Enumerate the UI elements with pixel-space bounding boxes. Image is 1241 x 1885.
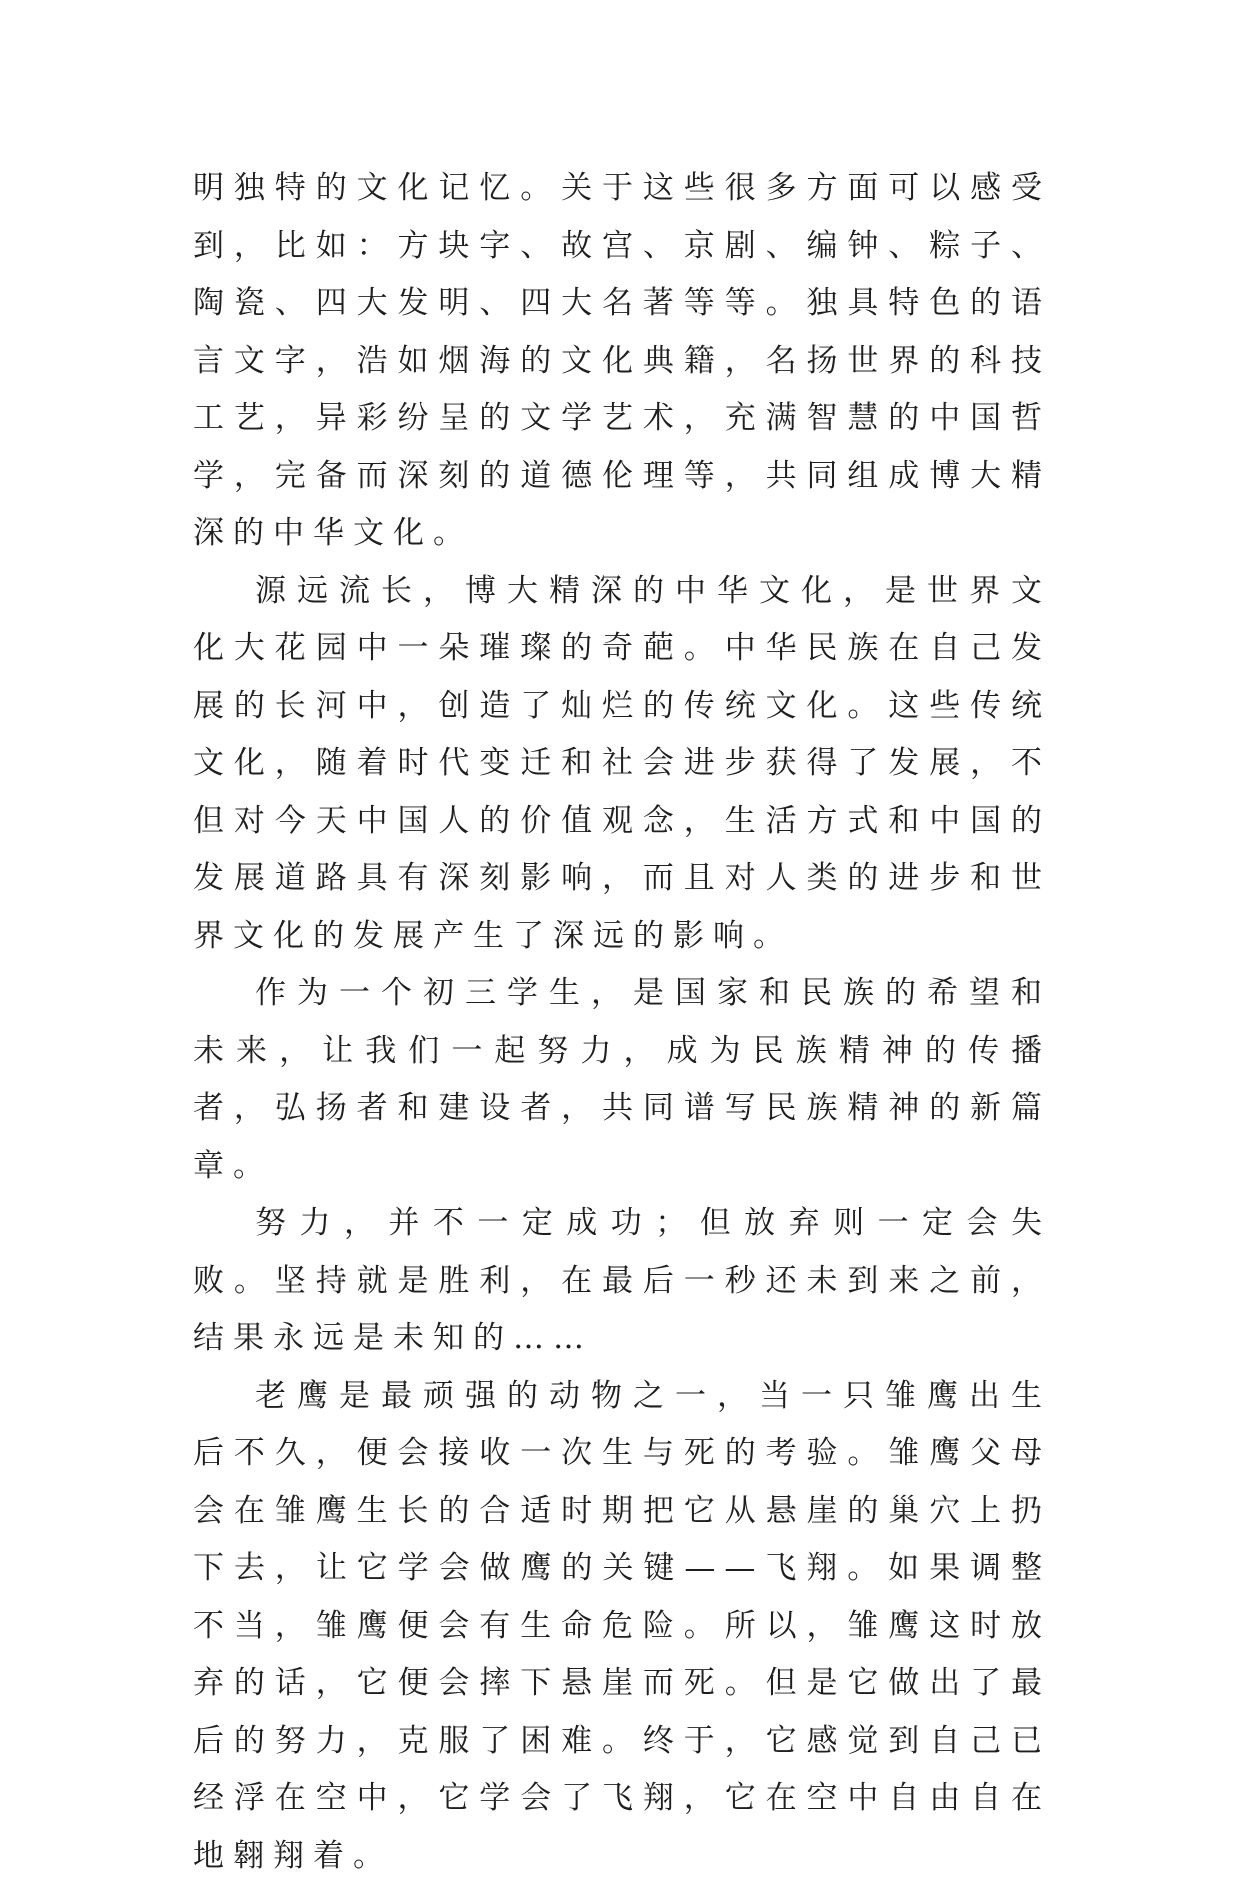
paragraph-chinese-culture-intro: 明独特的文化记忆。关于这些很多方面可以感受到，比如：方块字、故宫、京剧、编钟、粽子、陶瓷、四大发明、四大名著等等。独具特色的语言文字，浩如烟海的文化典籍，名扬世界的科技工艺，异彩纷呈的文学艺术，充满智慧的中国哲学，完备而深刻的道德伦理等，共同组成博大精深的中华文化。 (193, 160, 1051, 563)
paragraph-persistence: 努力，并不一定成功；但放弃则一定会失败。坚持就是胜利，在最后一秒还未到来之前，结果永远是未知的…… (193, 1195, 1051, 1368)
paragraph-student-mission: 作为一个初三学生，是国家和民族的希望和未来，让我们一起努力，成为民族精神的传播者，弘扬者和建设者，共同谱写民族精神的新篇章。 (193, 965, 1051, 1195)
paragraph-eagle-story: 老鹰是最顽强的动物之一，当一只雏鹰出生后不久，便会接收一次生与死的考验。雏鹰父母会在雏鹰生长的合适时期把它从悬崖的巢穴上扔下去，让它学会做鹰的关键——飞翔。如果调整不当，雏鹰便会有生命危险。所以，雏鹰这时放弃的话，它便会摔下悬崖而死。但是它做出了最后的努力，克服了困难。终于，它感觉到自己已经浮在空中，它学会了飞翔，它在空中自由自在地翱翔着。 (193, 1368, 1051, 1885)
paragraph-chinese-culture: 源远流长，博大精深的中华文化，是世界文化大花园中一朵璀璨的奇葩。中华民族在自己发展的长河中，创造了灿烂的传统文化。这些传统文化，随着时代变迁和社会进步获得了发展，不但对今天中国人的价值观念，生活方式和中国的发展道路具有深刻影响，而且对人类的进步和世界文化的发展产生了深远的影响。 (193, 563, 1051, 966)
document-page (193, 160, 1051, 1885)
